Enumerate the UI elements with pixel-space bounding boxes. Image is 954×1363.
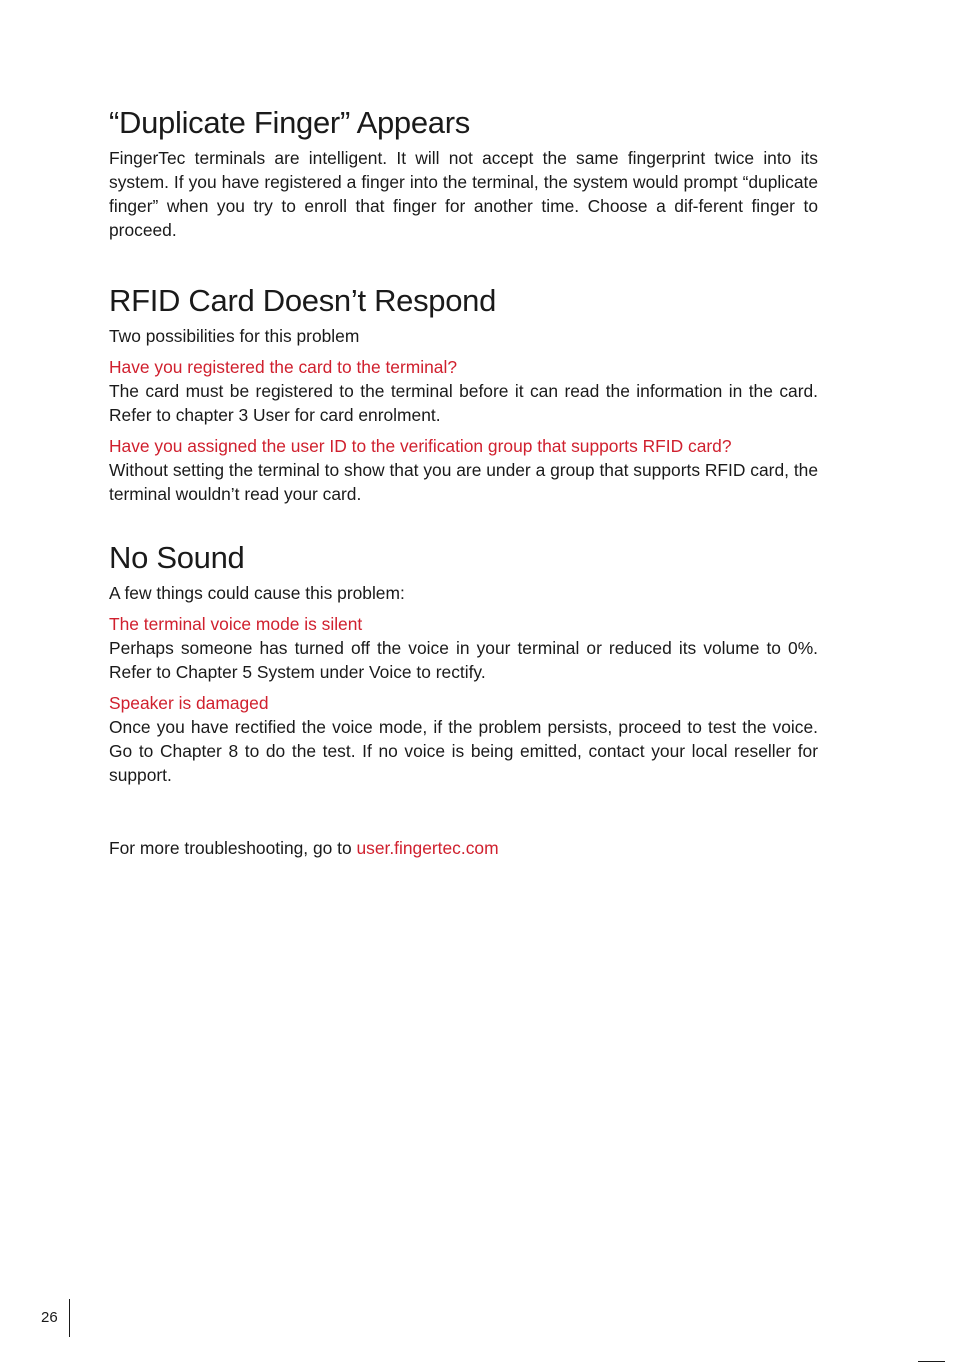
- item-body: Once you have rectified the voice mode, if the problem persists, proceed to test the voice. Go to Chapter 8 to do the test. If no voice is being emitted, contact your local reseller for support.: [109, 717, 818, 785]
- item-title: Have you assigned the user ID to the verification group that supports RFID card?: [109, 436, 732, 456]
- item-title: Speaker is damaged: [109, 693, 269, 713]
- item-title: Have you registered the card to the terminal?: [109, 357, 457, 377]
- section-heading: “Duplicate Finger” Appears: [109, 105, 470, 140]
- page-number: 26: [41, 1309, 58, 1326]
- corner-rule: [918, 1361, 945, 1362]
- section-heading: No Sound: [109, 540, 245, 575]
- item-body: The card must be registered to the terminal before it can read the information in the card. Refer to chapter 3 User for card enrolment.: [109, 381, 818, 425]
- item-title: The terminal voice mode is silent: [109, 614, 363, 634]
- page-number-divider: [69, 1299, 70, 1337]
- footer-text: For more troubleshooting, go to: [109, 838, 357, 858]
- item-body: Perhaps someone has turned off the voice in your terminal or reduced its volume to 0%. Refer to Chapter 5 System under Voice to rectify.: [109, 638, 818, 682]
- page-content: [109, 104, 818, 860]
- section-rfid-card: [109, 282, 818, 506]
- support-link[interactable]: user.fingertec.com: [356, 838, 499, 858]
- troubleshooting-footer: [109, 836, 818, 860]
- section-duplicate-finger: [109, 104, 818, 242]
- item-body: Without setting the terminal to show that you are under a group that supports RFID card, the terminal wouldn’t read your card.: [109, 460, 818, 504]
- section-no-sound: [109, 539, 818, 787]
- section-heading: RFID Card Doesn’t Respond: [109, 283, 497, 318]
- section-intro: A few things could cause this problem:: [109, 583, 405, 603]
- section-intro: FingerTec terminals are intelligent. It will not accept the same fingerprint twice into its system. If you have registered a finger into the terminal, the system would prompt “duplicate finger” when you try to enroll that finger for another time. Choose a dif-ferent finger to proceed.: [109, 148, 818, 240]
- section-intro: Two possibilities for this problem: [109, 326, 360, 346]
